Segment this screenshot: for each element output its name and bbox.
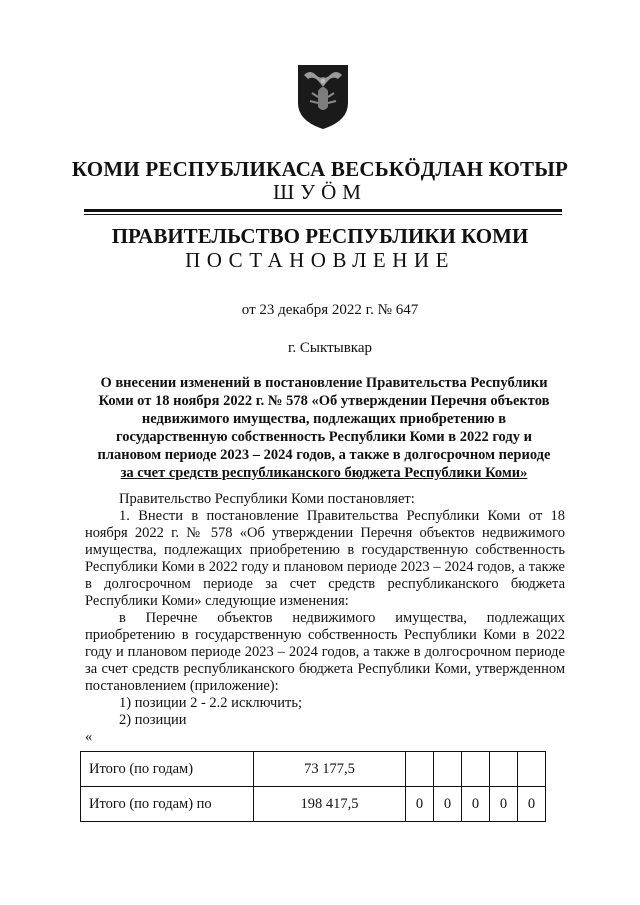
- komi-government-title: КОМИ РЕСПУБЛИКАСА ВЕСЬКӦДЛАН КОТЫР: [71, 157, 569, 181]
- header-divider-thick: [84, 209, 562, 212]
- header-divider-thin: [84, 214, 562, 215]
- table-row: [81, 787, 546, 822]
- komi-decree-word: ШУӦМ: [273, 180, 367, 204]
- title-line: недвижимого имущества, подлежащих приобретению в: [141, 411, 507, 427]
- title-line-underlined: за счет средств республиканского бюджета Республики Коми»: [120, 465, 528, 481]
- russian-government-title: ПРАВИТЕЛЬСТВО РЕСПУБЛИКИ КОМИ: [111, 224, 529, 248]
- decree-date-number: от 23 декабря 2022 г. № 647: [241, 302, 419, 318]
- table-cell-label: Итого (по годам): [81, 752, 254, 787]
- decree-title: [84, 374, 564, 482]
- title-line: государственную собственность Республики Коми в 2022 году и: [116, 429, 532, 445]
- komi-coat-of-arms-emblem: [296, 63, 350, 131]
- table-cell: 0: [406, 787, 434, 822]
- table-cell: 0: [434, 787, 462, 822]
- table-cell-label: Итого (по годам) по: [81, 787, 254, 822]
- table-cell: [406, 752, 434, 787]
- opening-quote: «: [85, 729, 93, 745]
- table-cell: [490, 752, 518, 787]
- table-cell: 0: [518, 787, 546, 822]
- decree-city: г. Сыктывкар: [287, 340, 373, 356]
- russian-decree-word: ПОСТАНОВЛЕНИЕ: [185, 248, 455, 272]
- body-paragraph-2: в Перечне объектов недвижимого имущества, подлежащих приобретению в государственную собственность Республики Коми в 2022 году и плановом периоде 2023 – 2024 годов, а также в долгосрочном периоде за счет средств республиканского бюджета Республики Коми, утвержденном постановлением (приложение):: [85, 610, 565, 694]
- table-cell: 0: [490, 787, 518, 822]
- table-cell: 0: [462, 787, 490, 822]
- body-intro: Правительство Республики Коми постановляет:: [119, 491, 415, 507]
- totals-table: [80, 751, 546, 822]
- table-cell: [462, 752, 490, 787]
- decree-body: [85, 491, 565, 746]
- body-item-1: 1) позиции 2 - 2.2 исключить;: [119, 695, 302, 711]
- table-cell-value: 198 417,5: [254, 787, 406, 822]
- title-line: Коми от 18 ноября 2022 г. № 578 «Об утверждении Перечня объектов: [98, 393, 550, 409]
- table-row: [81, 752, 546, 787]
- title-line: плановом периоде 2023 – 2024 годов, а также в долгосрочном периоде: [97, 447, 551, 463]
- table-cell-value: 73 177,5: [254, 752, 406, 787]
- table-cell: [434, 752, 462, 787]
- table-cell: [518, 752, 546, 787]
- body-paragraph-1: 1. Внести в постановление Правительства Республики Коми от 18 ноября 2022 г. № 578 «Об утверждении Перечня объектов недвижимого имущества, подлежащих приобретению в государственную собственность Республики Коми в 2022 году и плановом периоде 2023 – 2024 годов, а также в долгосрочном периоде за счет средств республиканского бюджета Республики Коми» следующие изменения:: [85, 508, 565, 609]
- title-line: О внесении изменений в постановление Правительства Республики: [100, 375, 548, 391]
- body-item-2: 2) позиции: [119, 712, 187, 728]
